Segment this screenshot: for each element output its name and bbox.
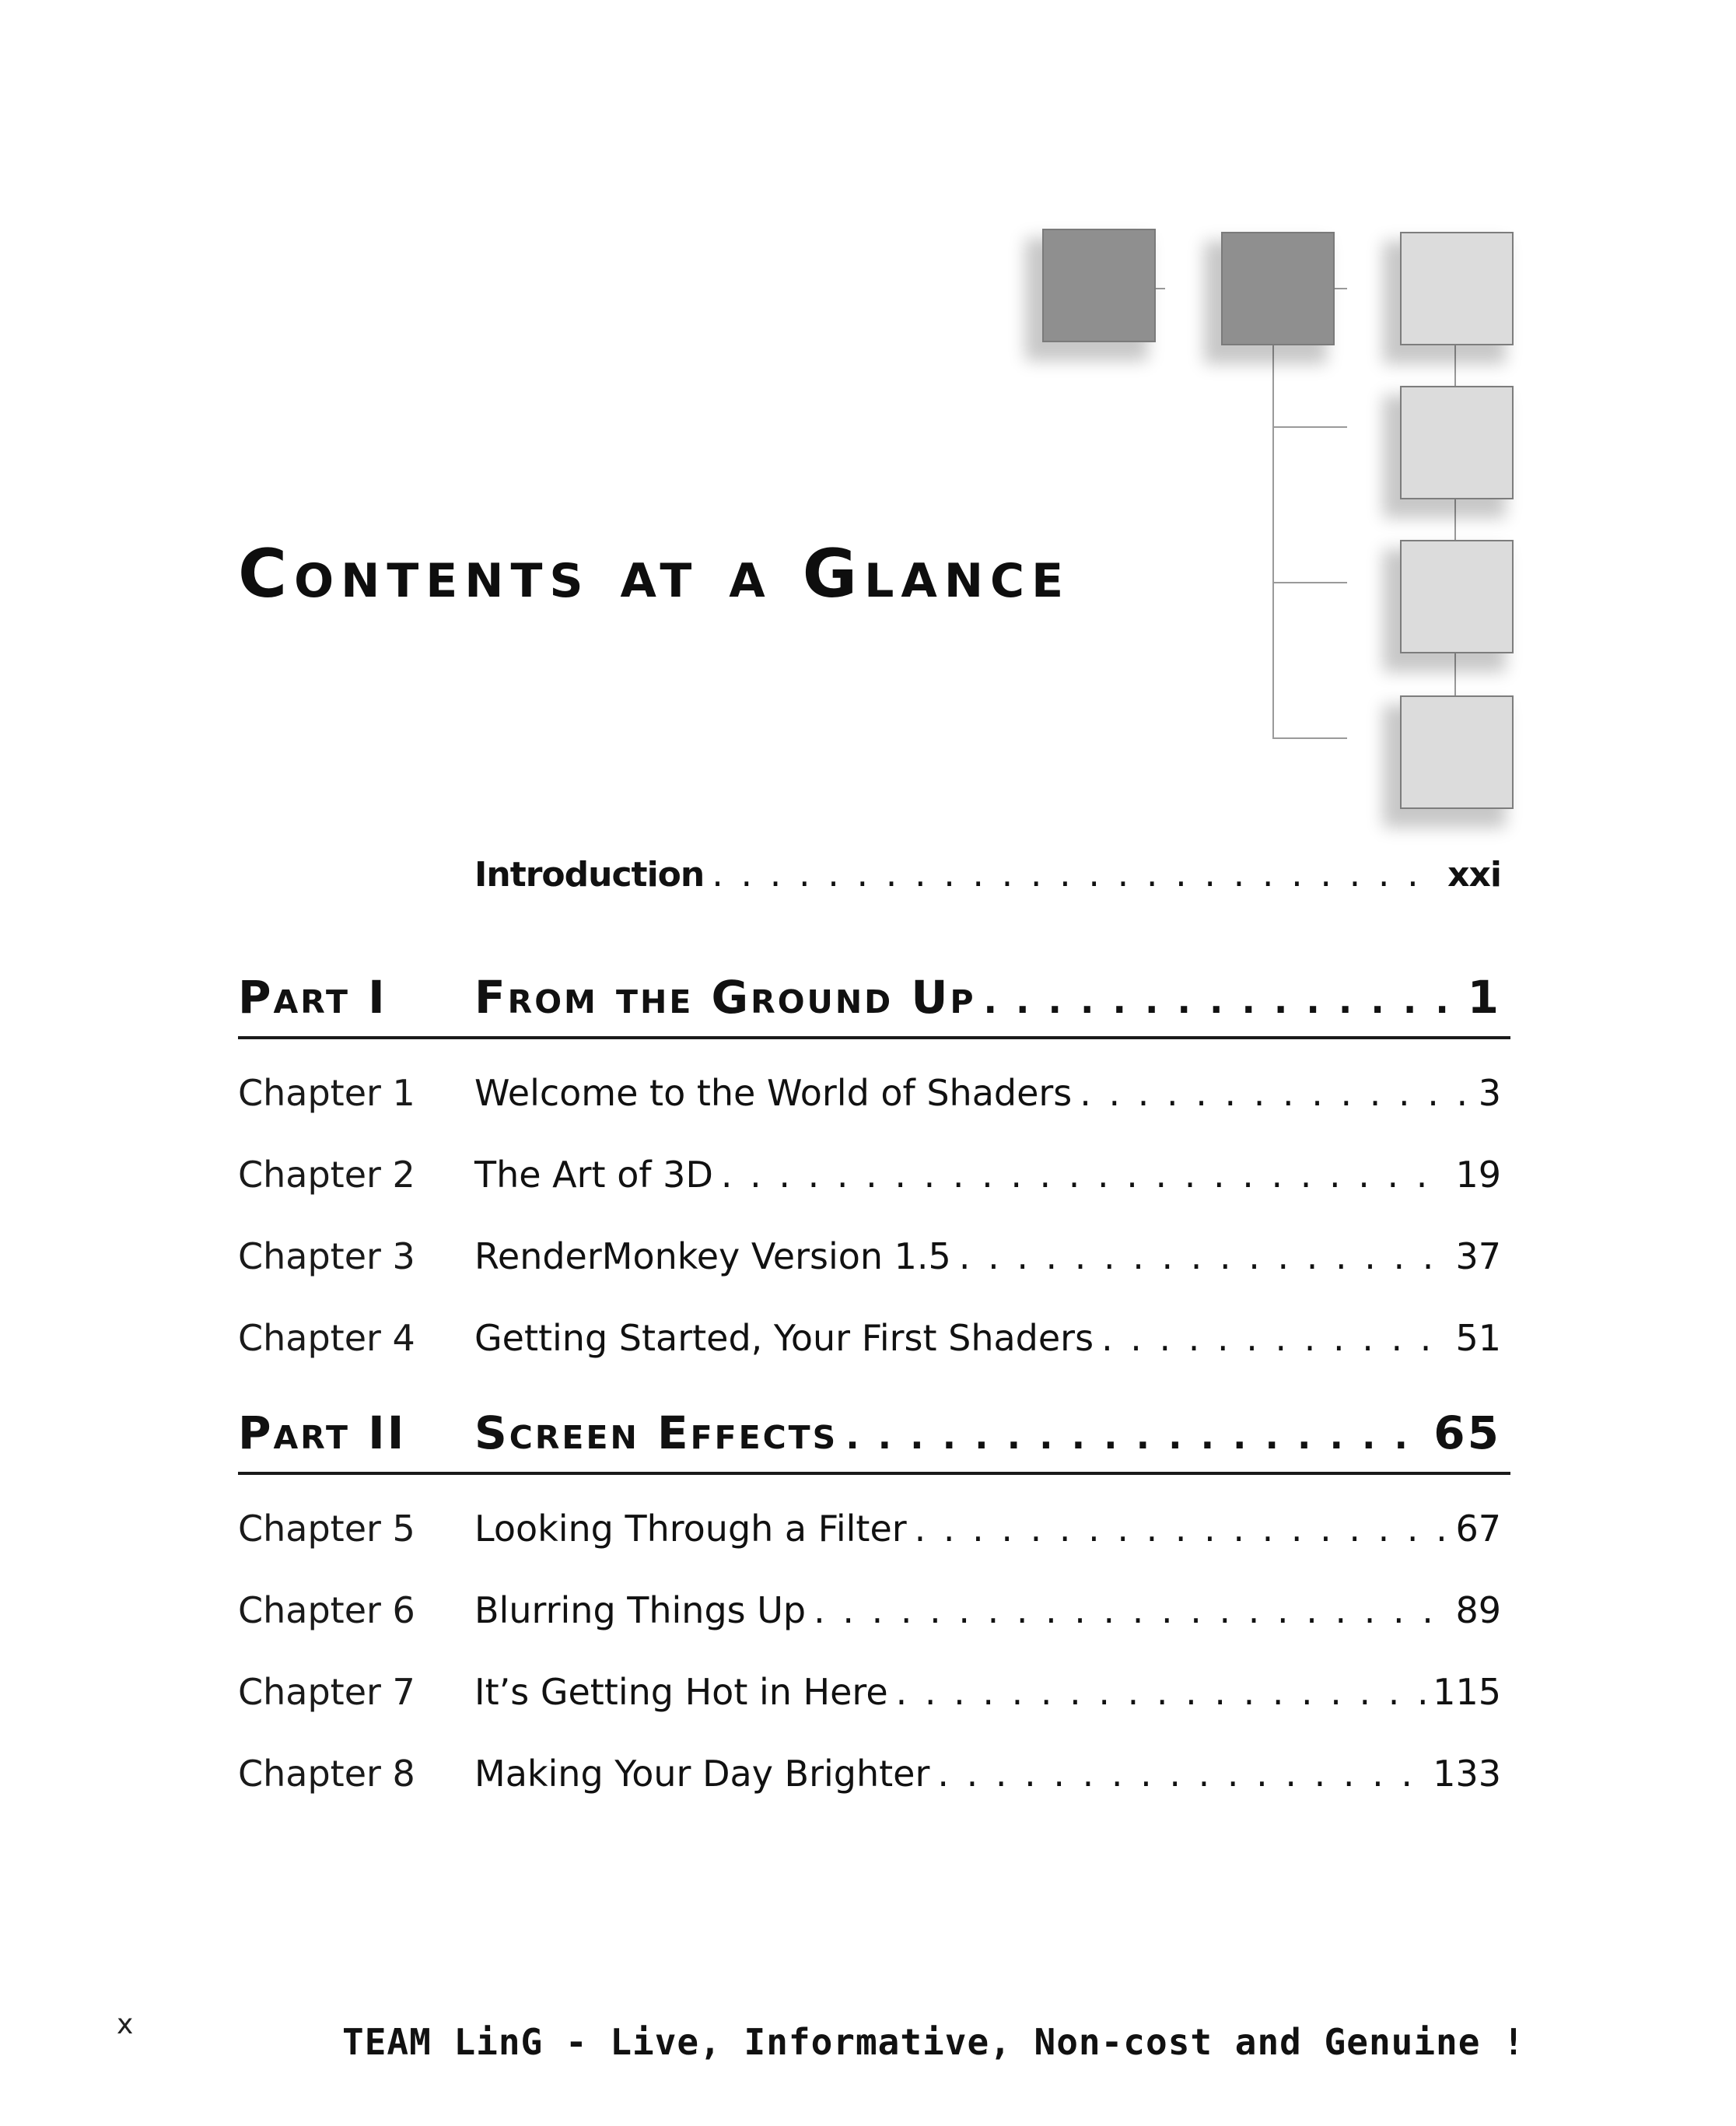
toc-title: Introduction [474,855,705,895]
dot-leader [1080,1072,1470,1114]
toc-introduction[interactable] [238,853,1514,907]
part-divider [238,1472,1510,1475]
toc-entry [474,1589,1501,1631]
chapter-title: Blurring Things Up [474,1589,807,1631]
connector-line [1333,288,1347,289]
chapter-label: Chapter 3 [238,1235,415,1277]
toc-entry [474,1235,1501,1277]
dot-leader [896,1671,1426,1713]
toc-chapter-8[interactable] [238,1753,1514,1807]
dot-leader [937,1753,1425,1795]
chapter-title: RenderMonkey Version 1.5 [474,1235,951,1277]
chapter-title: Getting Started, Your First Shaders [474,1317,1094,1359]
toc-chapter-5[interactable] [238,1508,1514,1562]
toc-chapter-7[interactable] [238,1671,1514,1725]
chapter-label: Chapter 5 [238,1508,415,1550]
dot-leader [845,1415,1426,1457]
toc-entry [474,1317,1501,1359]
dot-leader [959,1235,1448,1277]
toc-page-number: 3 [1478,1072,1501,1114]
dot-leader [814,1589,1447,1631]
toc-entry [474,971,1501,1024]
part-label: Part II [238,1406,407,1459]
chapter-label: Chapter 8 [238,1753,415,1795]
toc-page-number: 19 [1455,1154,1501,1196]
chapter-label: Chapter 1 [238,1072,415,1114]
diagram-box [1400,540,1514,653]
toc-page-number: 1 [1467,971,1501,1024]
toc-page-number: 51 [1455,1317,1501,1359]
toc-entry [474,1154,1501,1196]
chapter-title: Looking Through a Filter [474,1508,907,1550]
toc-chapter-1[interactable] [238,1072,1514,1126]
diagram-box [1042,229,1156,342]
footer-note: TEAM LinG - Live, Informative, Non-cost and Genuine ! [342,2021,1525,2063]
dot-leader [721,1154,1448,1196]
toc-page-number: xxi [1447,855,1501,895]
chapter-label: Chapter 6 [238,1589,415,1631]
chapter-title: It’s Getting Hot in Here [474,1671,888,1713]
chapter-title: Welcome to the World of Shaders [474,1072,1073,1114]
toc-page-number: 37 [1455,1235,1501,1277]
toc-chapter-6[interactable] [238,1589,1514,1644]
connector-line [1272,737,1347,739]
part-title: Screen Effects [474,1406,838,1459]
toc-page-number: 133 [1433,1753,1501,1795]
part-label: Part I [238,971,387,1024]
chapter-label: Chapter 2 [238,1154,415,1196]
toc-entry [474,1072,1501,1114]
dot-leader [915,1508,1448,1550]
chapter-title: The Art of 3D [474,1154,713,1196]
toc-part-1[interactable] [238,971,1514,1041]
toc-page-number: 65 [1433,1406,1501,1459]
dot-leader [984,979,1460,1021]
toc-chapter-3[interactable] [238,1235,1514,1290]
part-title: From the Ground Up [474,971,976,1024]
page-number: x [117,2009,134,2040]
connector-line [1272,426,1347,428]
dot-leader [1101,1317,1447,1359]
diagram-box [1400,386,1514,499]
diagram-box [1400,232,1514,345]
toc-page-number: 115 [1433,1671,1501,1713]
dot-leader [712,853,1440,895]
chapter-title: Making Your Day Brighter [474,1753,930,1795]
diagram-box [1221,232,1335,345]
toc-entry [474,853,1501,895]
part-divider [238,1036,1510,1039]
toc-part-2[interactable] [238,1406,1514,1476]
connector-line [1272,582,1347,583]
toc-chapter-2[interactable] [238,1154,1514,1208]
toc-entry [474,1671,1501,1713]
toc-page-number: 89 [1455,1589,1501,1631]
connector-line [1154,288,1165,289]
chapter-label: Chapter 4 [238,1317,415,1359]
chapter-label: Chapter 7 [238,1671,415,1713]
connector-line [1272,344,1274,739]
toc-entry [474,1406,1501,1459]
diagram-box [1400,695,1514,809]
toc-entry [474,1508,1501,1550]
toc-entry [474,1753,1501,1795]
page-title: Contents at a Glance [238,535,1071,613]
toc-page-number: 67 [1455,1508,1501,1550]
toc-chapter-4[interactable] [238,1317,1514,1371]
